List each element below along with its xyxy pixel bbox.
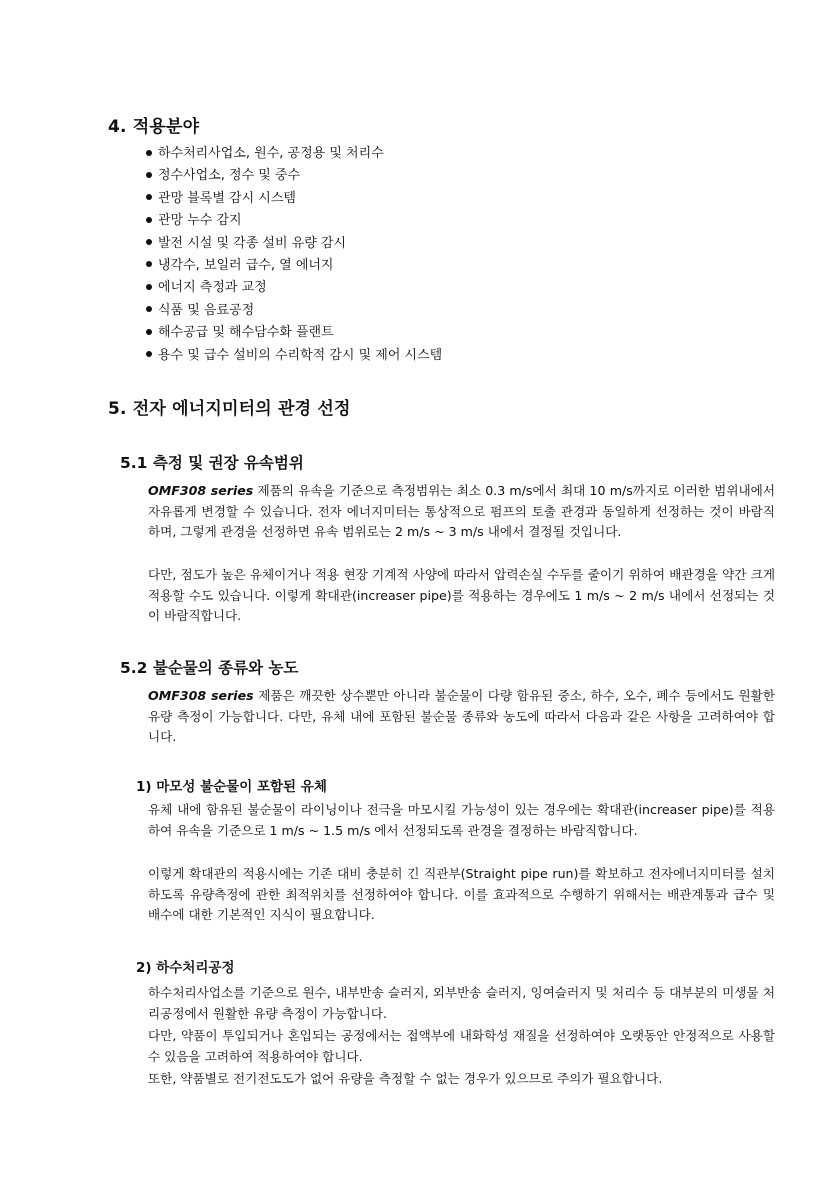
product-name: OMF308 series [148, 483, 254, 498]
bullet-icon [146, 329, 152, 335]
section-5-2-heading: 5.2 불순물의 종류와 농도 [120, 659, 299, 677]
bullet-icon [146, 194, 152, 200]
section-5-1-heading: 5.1 측정 및 권장 유속범위 [120, 454, 304, 472]
list-item: 해수공급 및 해수담수화 플랜트 [146, 322, 442, 344]
section-4-heading: 4. 적용분야 [108, 117, 200, 137]
subsection-2-heading: 2) 하수처리공정 [136, 960, 235, 976]
list-item: 관망 블록별 감시 시스템 [146, 188, 442, 210]
section-5-heading: 5. 전자 에너지미터의 관경 선정 [108, 399, 351, 419]
list-item: 관망 누수 감지 [146, 210, 442, 232]
bullet-icon [146, 239, 152, 245]
subsection-2-paragraph-3: 또한, 약품별로 전기전도도가 없어 유량을 측정할 수 없는 경우가 있으므로 주의가 필요합니다. [148, 1071, 663, 1086]
list-item: 정수사업소, 정수 및 중수 [146, 165, 442, 187]
bullet-icon [146, 261, 152, 267]
application-list [146, 143, 442, 367]
subsection-1-paragraph-1: 유체 내에 함유된 불순물이 라이닝이나 전극을 마모시킬 가능성이 있는 경우에는 확대관(increaser pipe)를 적용하여 유속을 기준으로 1 m/s ~ 1.5 m/s 에서 선정되도록 관경을 결정하는 바람직합니다. [148, 802, 775, 838]
list-item: 하수처리사업소, 원수, 공정용 및 처리수 [146, 143, 442, 165]
bullet-icon [146, 172, 152, 178]
product-name: OMF308 series [148, 688, 254, 703]
bullet-icon [146, 150, 152, 156]
list-item: 발전 시설 및 각종 설비 유량 감시 [146, 233, 442, 255]
bullet-icon [146, 217, 152, 223]
bullet-icon [146, 306, 152, 312]
section-5-2-paragraph-1: OMF308 series 제품은 깨끗한 상수뿐만 아니라 불순물이 다량 함유된 중소, 하수, 오수, 폐수 등에서도 원활한 유량 측정이 가능합니다. 다만, 유체 내에 포함된 불순물 종류와 농도에 따라서 다음과 같은 사항을 고려하여야 합니다. [148, 688, 775, 745]
list-item: 용수 및 급수 설비의 수리학적 감시 및 제어 시스템 [146, 345, 442, 367]
bullet-icon [146, 351, 152, 357]
section-5-1-paragraph-1: OMF308 series 제품의 유속을 기준으로 측정범위는 최소 0.3 m/s에서 최대 10 m/s까지로 이러한 범위내에서 자유롭게 변경할 수 있습니다. 전자 에너지미터는 통상적으로 펌프의 토출 관경과 동일하게 선정하는 것이 바람직하며, 그렇게 관경을 선정하면 유속 범위로는 2 m/s ~ 3 m/s 내에서 결정될 것입니다. [148, 483, 775, 540]
subsection-1-paragraph-2: 이렇게 확대관의 적용시에는 기존 대비 충분히 긴 직관부(Straight pipe run)를 확보하고 전자에너지미터를 설치하도록 유량측정에 관한 최적위치를 선정하여야 합니다. 이를 효과적으로 수행하기 위해서는 배관계통과 급수 및 배수에 대한 기본적인 지식이 필요합니다. [148, 866, 775, 923]
bullet-icon [146, 284, 152, 290]
subsection-2-paragraph-1: 하수처리사업소를 기준으로 원수, 내부반송 슬러지, 외부반송 슬러지, 잉여슬러지 및 처리수 등 대부분의 미생물 처리공정에서 원활한 유량 측정이 가능합니다. [148, 985, 775, 1021]
section-5-1-paragraph-2: 다만, 점도가 높은 유체이거나 적용 현장 기계적 사양에 따라서 압력손실 수두를 줄이기 위하여 배관경을 약간 크게 적용할 수도 있습니다. 이렇게 확대관(increaser pipe)를 적용하는 경우에도 1 m/s ~ 2 m/s 내에서 선정되는 것이 바람직합니다. [148, 567, 775, 624]
list-item: 식품 및 음료공정 [146, 300, 442, 322]
subsection-2-paragraph-2: 다만, 약품이 투입되거나 혼입되는 공정에서는 접액부에 내화학성 재질을 선정하여야 오랫동안 안정적으로 사용할 수 있음을 고려하여 적용하여야 합니다. [148, 1028, 775, 1064]
subsection-1-heading: 1) 마모성 불순물이 포함된 유체 [136, 779, 327, 795]
list-item: 냉각수, 보일러 급수, 열 에너지 [146, 255, 442, 277]
list-item: 에너지 측정과 교정 [146, 277, 442, 299]
